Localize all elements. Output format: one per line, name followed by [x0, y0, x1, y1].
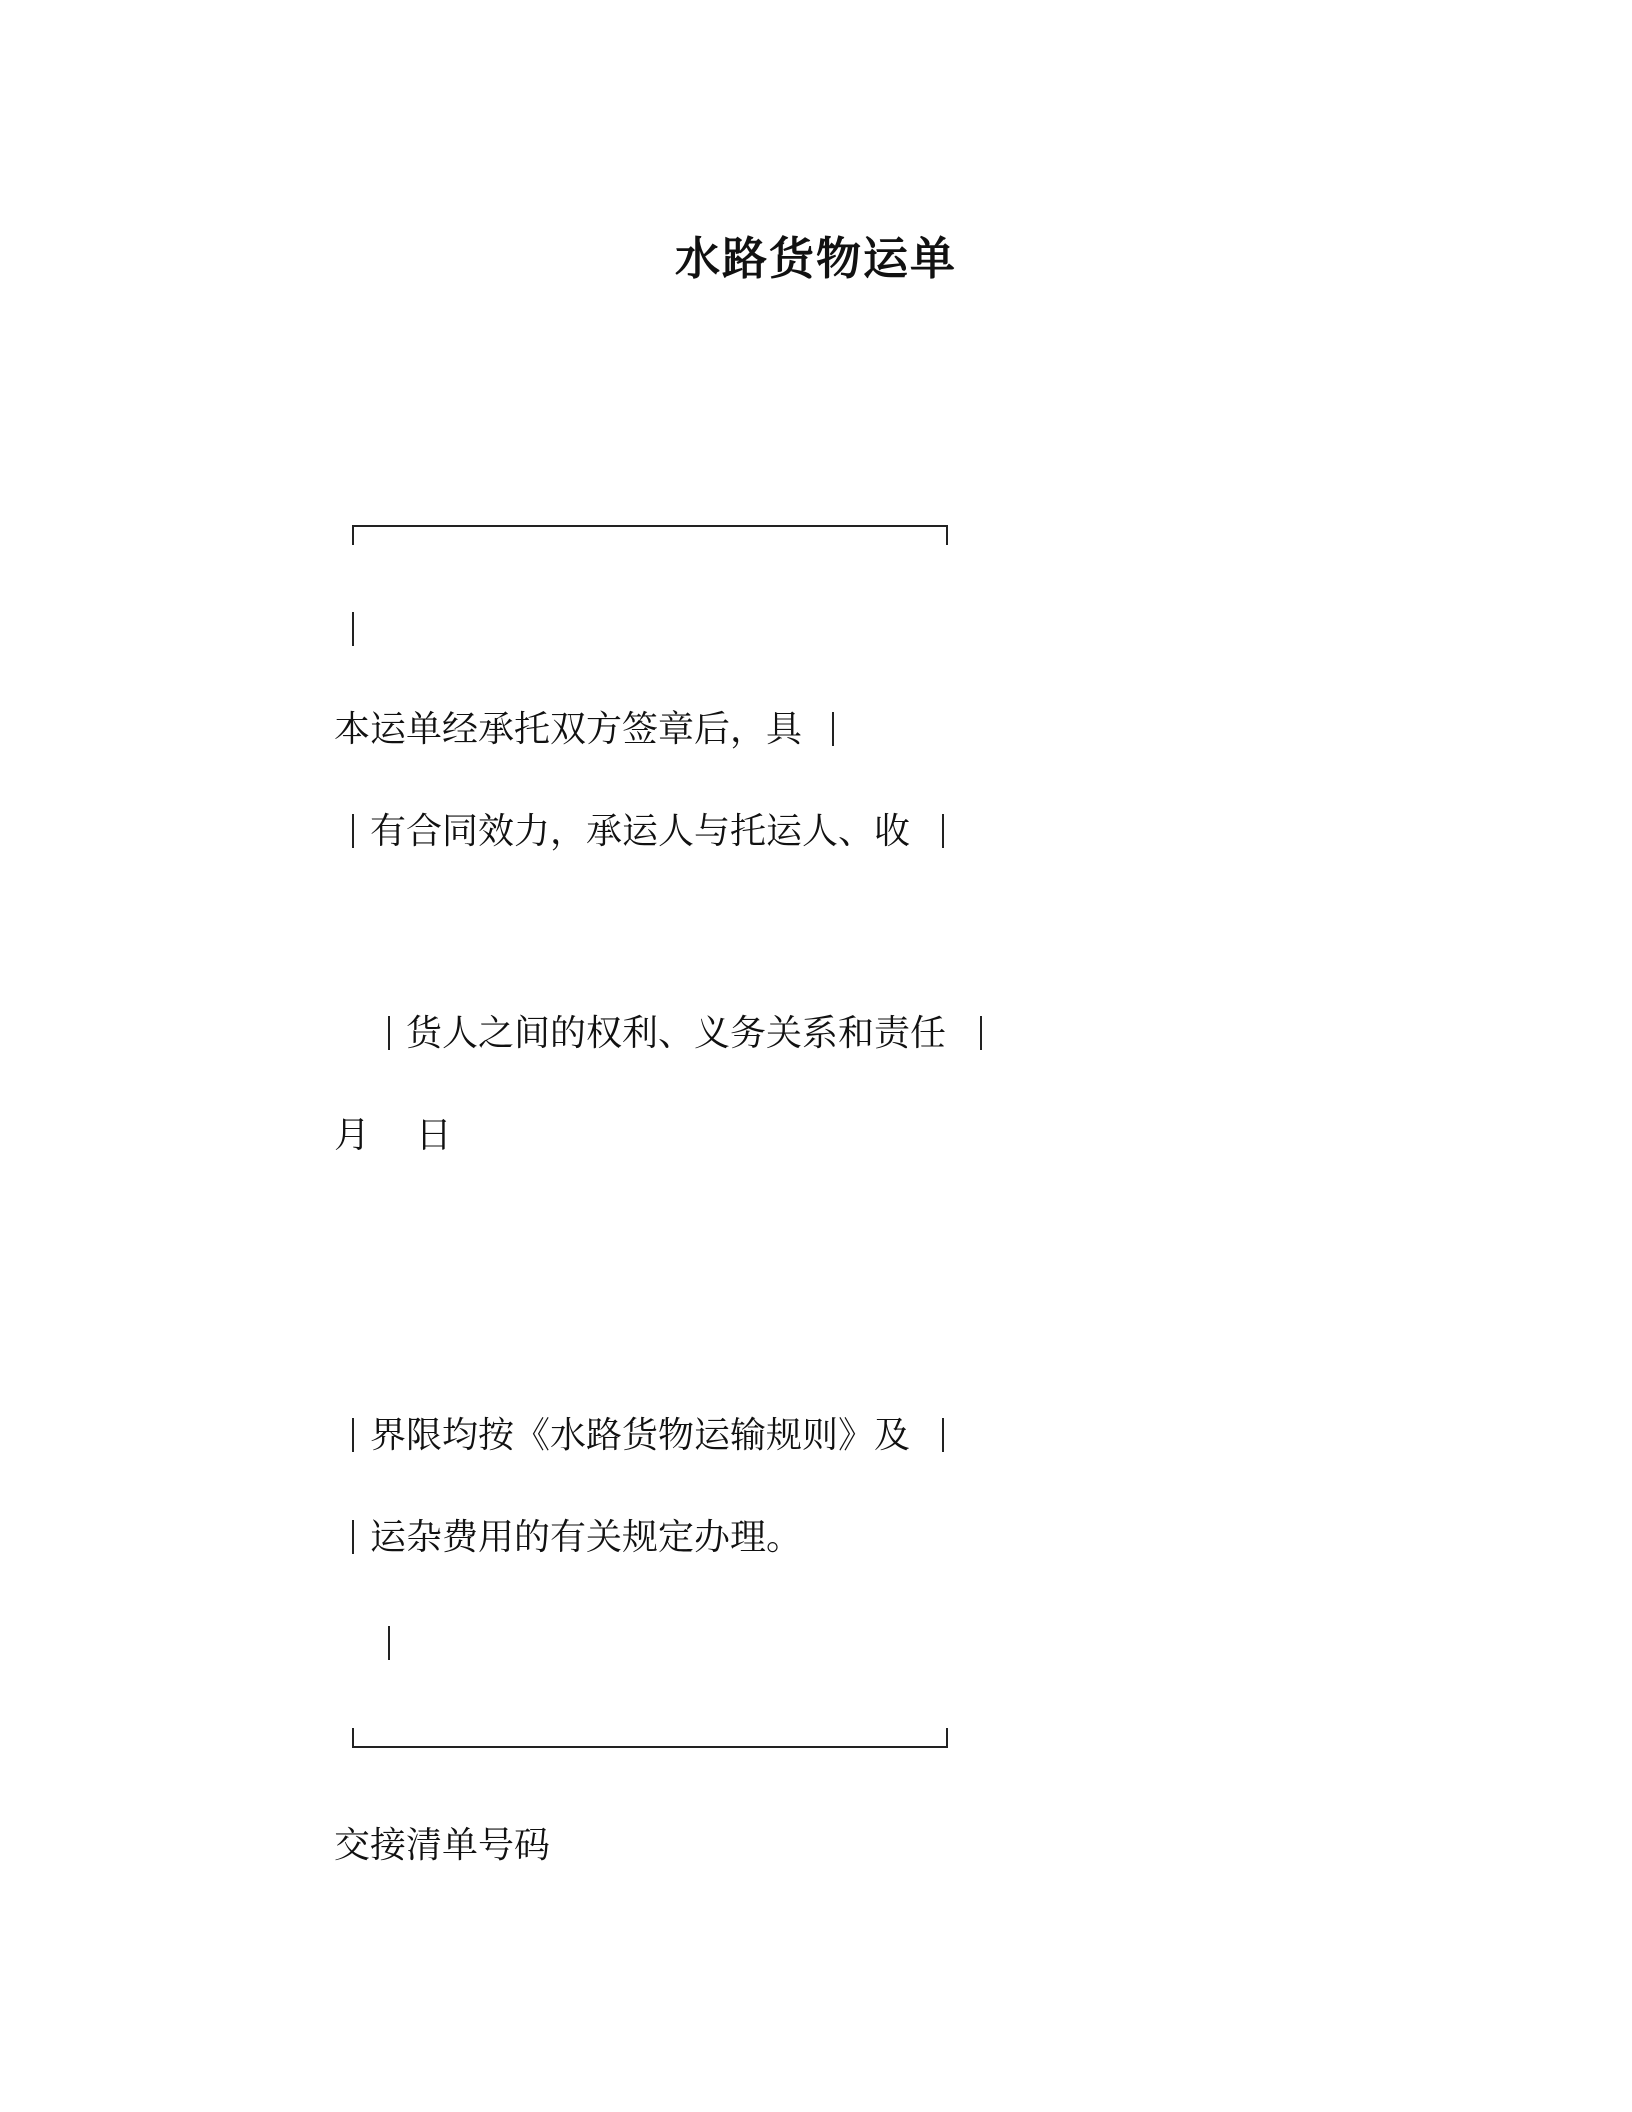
box-right-bar [942, 814, 944, 848]
line-2: 有合同效力，承运人与托运人、收 [370, 811, 911, 852]
line-7: 交接清单号码 [334, 1825, 551, 1866]
box-left-bar [352, 1520, 354, 1554]
box-right-bar [980, 1016, 982, 1050]
box-left-bar [388, 1626, 390, 1660]
box-right-bar [832, 712, 834, 746]
line-6: 运杂费用的有关规定办理。 [370, 1517, 803, 1558]
line-1: 本运单经承托双方签章后，具 [334, 709, 803, 750]
box-left-bar [352, 814, 354, 848]
line-4: 月 日 [334, 1115, 452, 1156]
box-right-bar [942, 1418, 944, 1452]
box-bottom-rule [352, 1728, 948, 1748]
line-5: 界限均按《水路货物运输规则》及 [370, 1415, 911, 1456]
box-left-bar [352, 1418, 354, 1452]
box-left-bar [352, 612, 354, 646]
box-top-rule [352, 525, 948, 545]
box-left-bar [388, 1016, 390, 1050]
line-3: 货人之间的权利、义务关系和责任 [406, 1013, 947, 1054]
document-title: 水路货物运单 [674, 232, 957, 285]
